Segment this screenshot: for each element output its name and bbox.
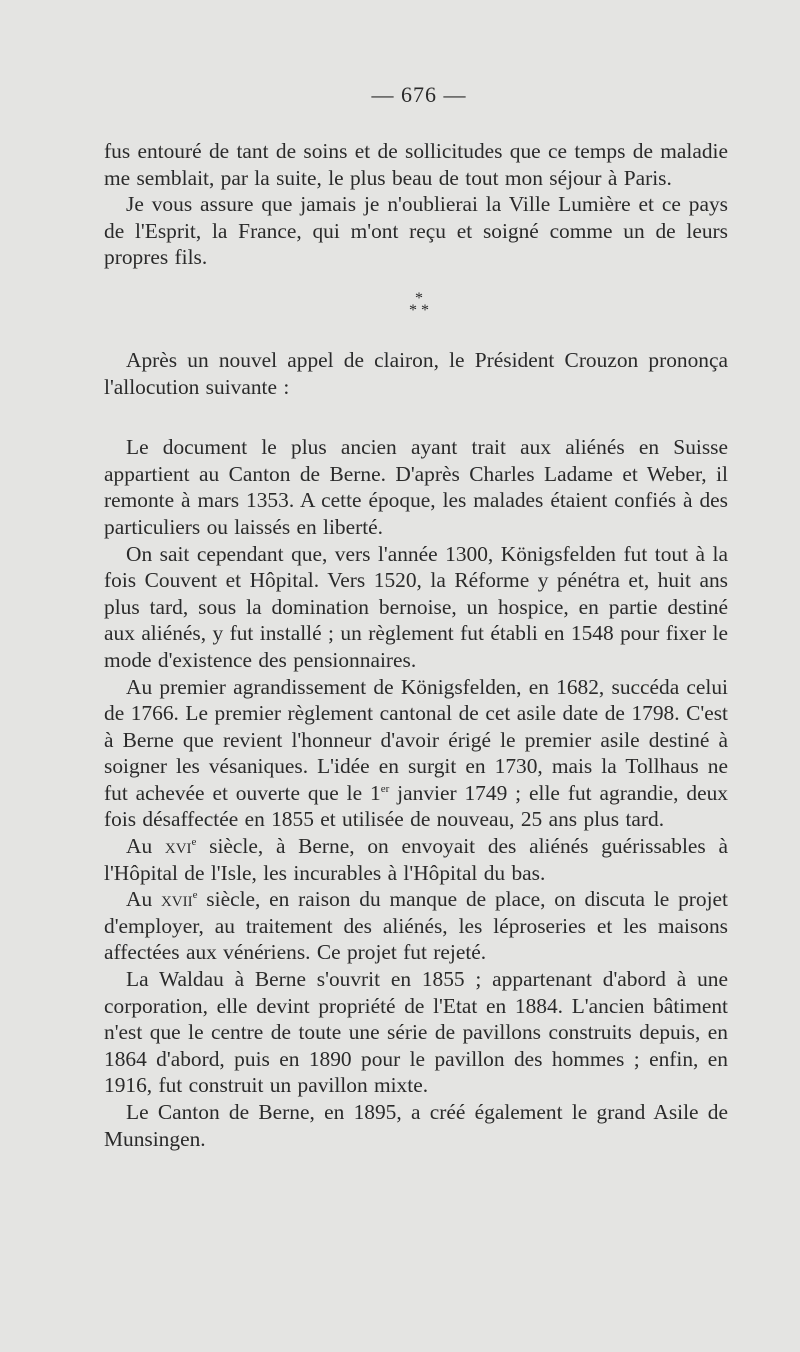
paragraph-xvie-siecle xyxy=(104,833,728,886)
page-number: — 676 — xyxy=(371,82,467,107)
text-run: Au xyxy=(126,834,165,859)
paragraph-document-ancien: Le document le plus ancien ayant trait aux aliénés en Suisse appartient au Canton de Berne. D'après Charles Ladame et Weber, il remonte à mars 1353. A cette époque, les malades étaient confiés à des particuliers ou laissés en liberté. xyxy=(104,435,728,539)
superscript: e xyxy=(191,836,197,849)
asterism-separator xyxy=(104,289,728,319)
text-run: siècle, à Berne, on envoyait des aliénés guérissables à l'Hôpital de l'Isle, les incurables à l'Hôpital du bas. xyxy=(104,834,728,885)
superscript: e xyxy=(192,889,198,902)
paragraph-continuation: fus entouré de tant de soins et de sollicitudes que ce temps de maladie me semblait, par la suite, le plus beau de tout mon séjour à Paris. xyxy=(104,139,728,190)
paragraph-munsingen: Le Canton de Berne, en 1895, a créé également le grand Asile de Munsingen. xyxy=(104,1100,728,1151)
superscript: er xyxy=(380,782,390,795)
asterism-bottom: * * xyxy=(409,301,429,319)
paragraph-clairon: Après un nouvel appel de clairon, le Président Crouzon prononça l'allocution suivante : xyxy=(104,347,728,399)
text-run: Au premier agrandissement de Königsfelden, en 1682, succéda celui de 1766. Le premier règlement cantonal de cet asile date de 1798. C'est à Berne que revient l'honneur d'avoir érigé le premier asile destiné à soigner les vésaniques. L'idée en surgit en 1730, mais la Tollhaus ne fut achevée et ouverte que le 1 xyxy=(104,674,728,805)
paragraph-xviie-siecle xyxy=(104,886,728,966)
asterism-top: * xyxy=(415,289,423,307)
text-run: siècle, en raison du manque de place, on discuta le projet d'employer, au traitement des aliénés, les léproseries et les maisons affectées aux vénériens. Ce projet fut rejeté. xyxy=(104,887,728,965)
century-numeral: xvi xyxy=(164,834,192,859)
text-run: janvier 1749 ; elle fut agrandie, deux fois désaffectée en 1855 et utilisée de nouveau, 25 ans plus tard. xyxy=(104,780,728,832)
text-run: Au xyxy=(126,887,161,912)
paragraph-waldau: La Waldau à Berne s'ouvrit en 1855 ; appartenant d'abord à une corporation, elle devint propriété de l'Etat en 1884. L'ancien bâtiment n'est que le centre de toute une série de pavillons construits depuis, en 1864 d'abord, puis en 1890 pour le pavillon des hommes ; enfin, en 1916, fut construit un pavillon mixte. xyxy=(104,967,728,1098)
section-gap xyxy=(104,400,728,434)
paragraph-agrandissement xyxy=(104,674,728,834)
century-numeral: xvii xyxy=(160,887,193,912)
paragraph-konigsfelden: On sait cependant que, vers l'année 1300, Königsfelden fut tout à la fois Couvent et Hôpital. Vers 1520, la Réforme y pénétra et, huit ans plus tard, sous la domination bernoise, un hospice, en partie destiné aux aliénés, y fut installé ; un règlement fut établi en 1548 pour fixer le mode d'existence des pensionnaires. xyxy=(104,541,728,672)
paragraph-ville-lumiere: Je vous assure que jamais je n'oublierai la Ville Lumière et ce pays de l'Esprit, la France, qui m'ont reçu et soigné comme un de leurs propres fils. xyxy=(104,192,728,270)
